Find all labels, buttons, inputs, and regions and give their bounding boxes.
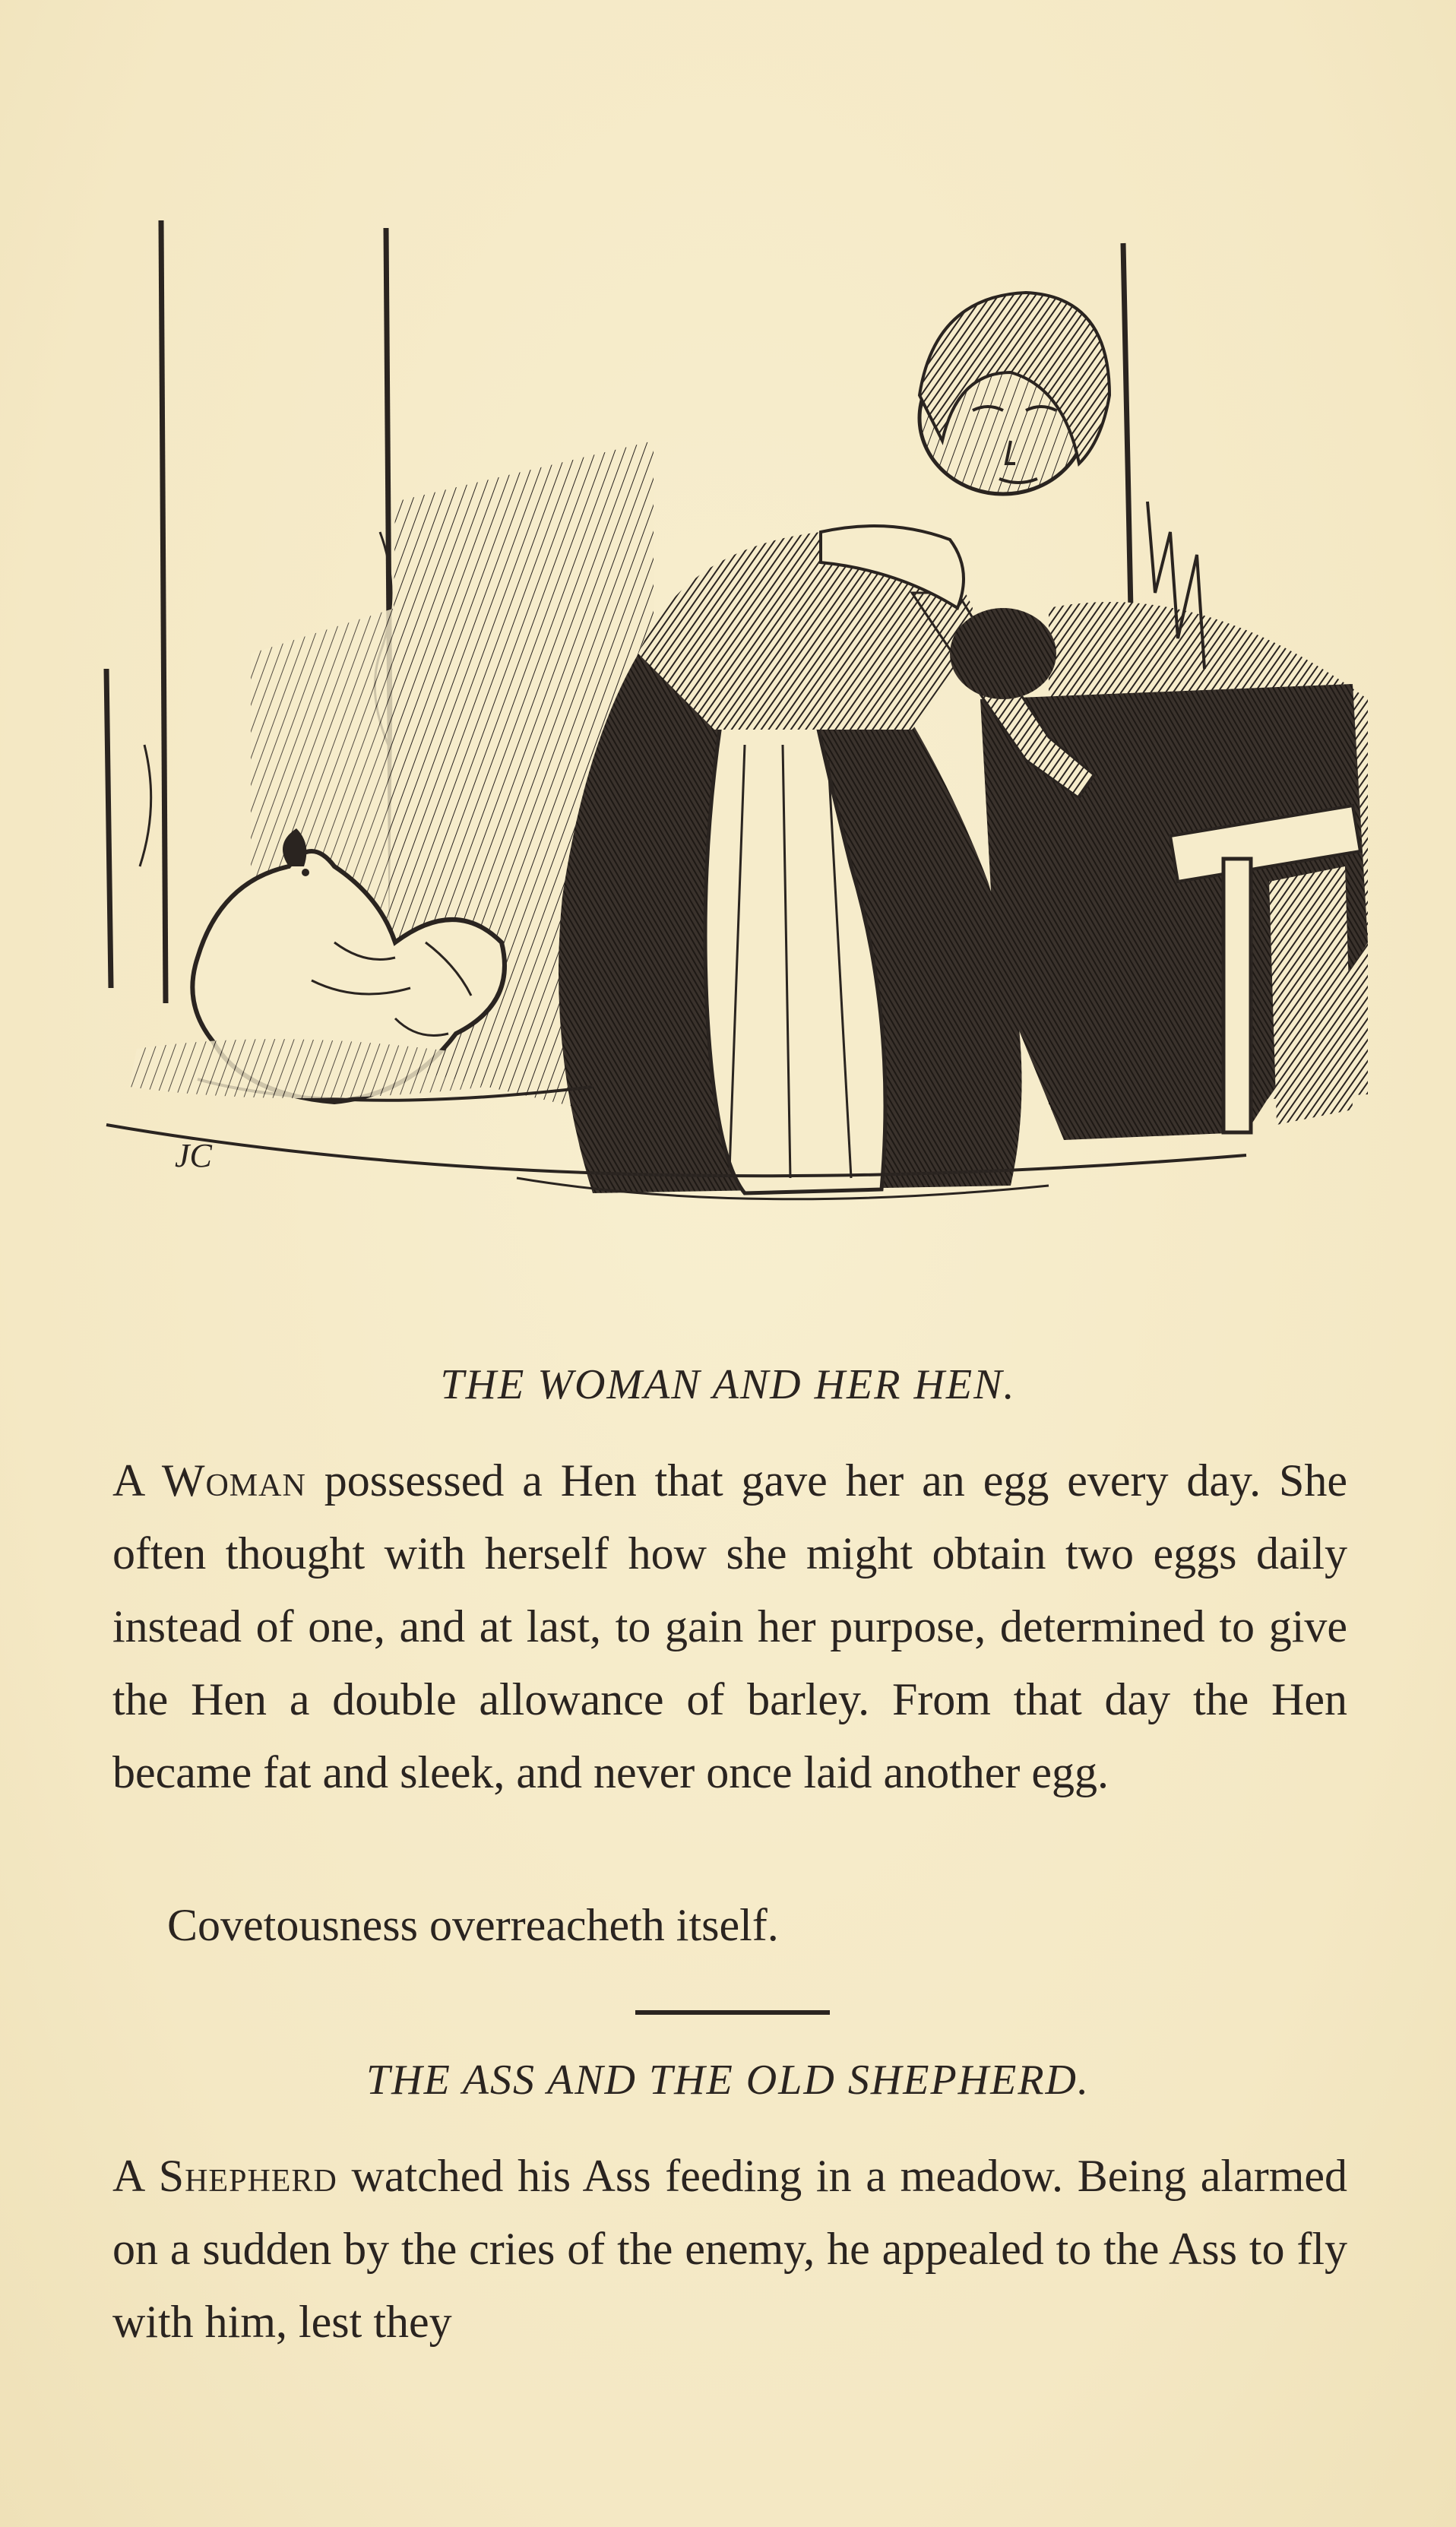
fable-body-woman-and-hen bbox=[112, 1444, 1347, 1809]
fable-lead-word: A Shepherd bbox=[112, 2151, 337, 2201]
fable-body-ass-and-shepherd bbox=[112, 2139, 1347, 2358]
woman-figure bbox=[559, 293, 1109, 1193]
fable-title-woman-and-hen: THE WOMAN AND HER HEN. bbox=[440, 1361, 1016, 1408]
bleed-through-text bbox=[410, 129, 1360, 175]
section-divider bbox=[635, 2010, 830, 2015]
fable-title-ass-and-shepherd: THE ASS AND THE OLD SHEPHERD. bbox=[366, 2057, 1090, 2104]
fable-body-text: possessed a Hen that gave her an egg every day. She often thought with herself how she might obtain two eggs daily instead of one, and at last, to gain her purpose, determined to give the Hen a double allowance of barley. From that day the Hen became fat and sleek, and never once laid another egg. bbox=[112, 1455, 1348, 1797]
fable-moral: Covetousness overreacheth itself. bbox=[167, 1900, 779, 1950]
fable-body-text: watched his Ass feeding in a meadow. Being alarmed on a sudden by the cries of the enemy, he appealed to the Ass to fly with him, lest they bbox=[112, 2151, 1347, 2347]
fable-lead-word: A Woman bbox=[112, 1455, 306, 1506]
woman-and-hen-engraving bbox=[61, 213, 1398, 1292]
artist-signature: JC bbox=[175, 1137, 212, 1174]
